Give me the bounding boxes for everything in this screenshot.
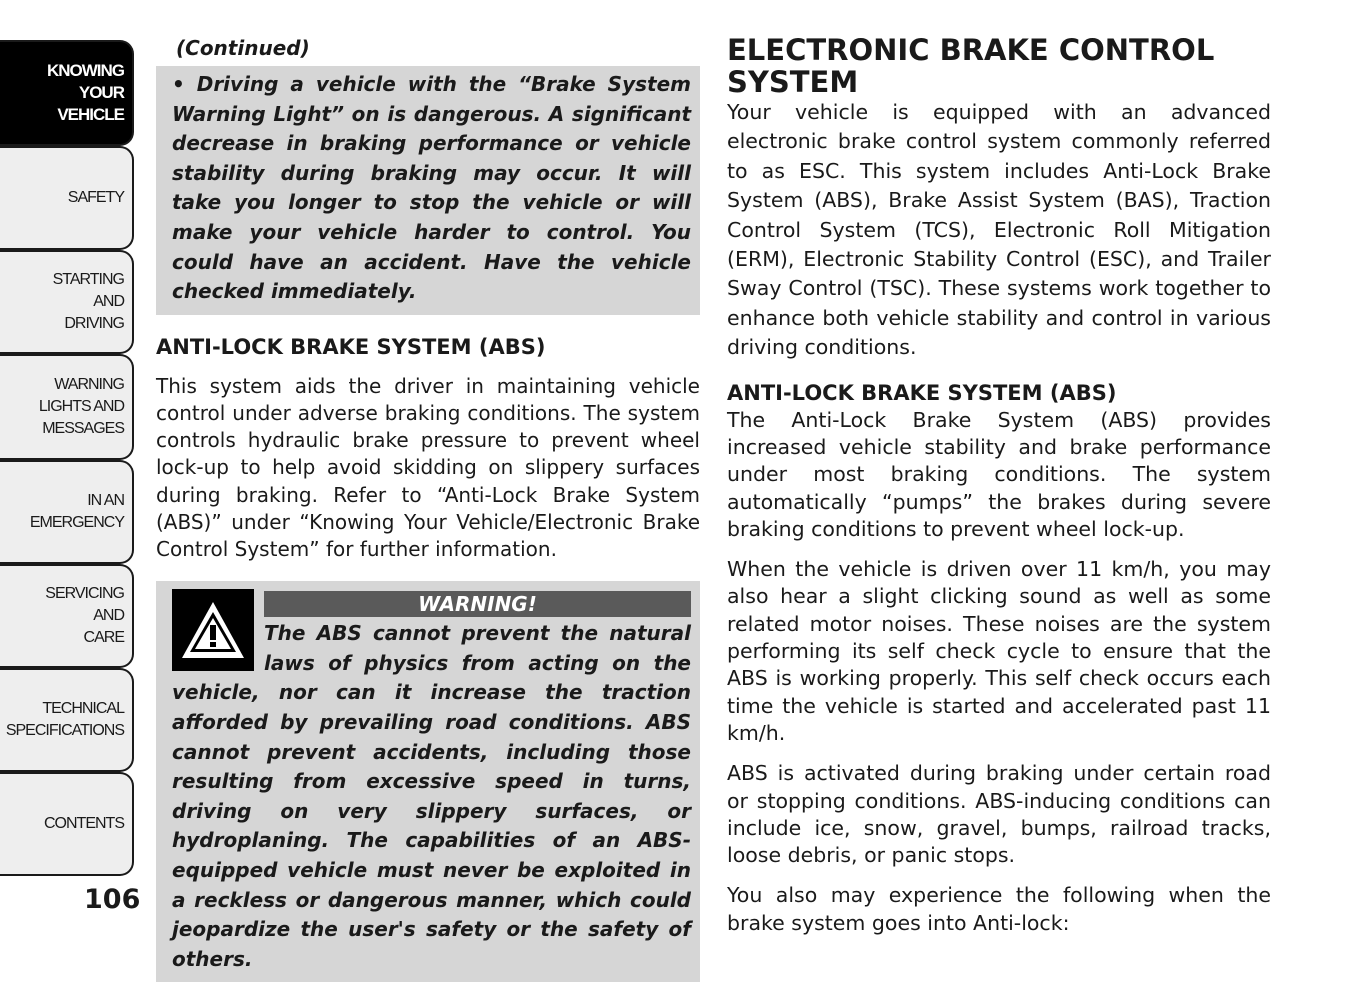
abs-warning-text: The ABS cannot prevent the natural laws of physics from acting on the vehicle, nor can it increase the traction afforded by prevailing road conditions. ABS cannot prevent accidents, including those resulting from excessive speed in turns, driving on very slippery surfaces, or hydroplaning. The capabilities of an ABS-equipped vehicle must never be exploited in a reckless or dangerous manner, which could jeopardize the user's safety or the safety of others.	[172, 621, 691, 971]
continued-label: (Continued)	[176, 36, 310, 60]
abs-warning-box	[156, 581, 700, 982]
page-number: 106	[84, 884, 141, 915]
right-section-heading-abs: ANTI-LOCK BRAKE SYSTEM (ABS)	[727, 380, 1117, 405]
abs-paragraph-3: ABS is activated during braking under certain road or stopping conditions. ABS-inducing conditions can include ice, snow, gravel, bumps, railroad tracks, loose debris, or panic stops.	[727, 761, 1271, 868]
tab-servicing[interactable]: SERVICING AND CARE	[0, 564, 134, 668]
tab-technical-specifications[interactable]: TECHNICAL SPECIFICATIONS	[0, 668, 134, 772]
warning-triangle-icon	[172, 589, 254, 671]
right-column	[727, 34, 1271, 937]
ebc-intro: Your vehicle is equipped with an advanced electronic brake control system commonly referred to as ESC. This system includes Anti-Lock Brake System (ABS), Brake Assist System (BAS), Traction Control System (TCS), Electronic Roll Mitigation (ERM), Electronic Stability Control (ESC), and Trailer Sway Control (TSC). These systems work together to enhance both vehicle stability and control in various driving conditions.	[727, 100, 1271, 360]
abs-paragraph-2: When the vehicle is driven over 11 km/h, you may also hear a slight clicking sound as well as some related motor noises. These noises are the system performing its self check cycle to ensure that the ABS is working properly. This self check occurs each time the vehicle is started and accelerated past 11 km/h.	[727, 557, 1271, 745]
brake-warning-box	[156, 66, 700, 315]
left-column	[156, 36, 700, 982]
warning-label: WARNING!	[264, 591, 691, 617]
tab-safety[interactable]: SAFETY	[0, 146, 134, 250]
tab-contents[interactable]: CONTENTS	[0, 772, 134, 876]
brake-warning-text: • Driving a vehicle with the “Brake System Warning Light” on is dangerous. A significant decrease in braking performance or vehicle stability during braking may occur. It will take you longer to stop the vehicle or will make your vehicle harder to control. You could have an accident. Have the vehicle checked immediately.	[172, 72, 691, 304]
tab-warning-lights[interactable]: WARNING LIGHTS AND MESSAGES	[0, 354, 134, 460]
abs-paragraph: This system aids the driver in maintaining vehicle control under adverse braking conditions. The system controls hydraulic brake pressure to prevent wheel lock-up to help avoid skidding on slippery surfaces during braking. Refer to “Anti-Lock Brake System (ABS)” under “Knowing Your Vehicle/Electronic Brake Control System” for further information.	[156, 373, 700, 561]
page-title: ELECTRONIC BRAKE CONTROL SYSTEM	[727, 33, 1215, 99]
tab-emergency[interactable]: IN AN EMERGENCY	[0, 460, 134, 564]
abs-paragraph-1: The Anti-Lock Brake System (ABS) provides increased vehicle stability and brake performance under most braking conditions. The system automatically “pumps” the brakes during severe braking conditions to prevent wheel lock-up.	[727, 407, 1271, 541]
section-heading-abs: ANTI-LOCK BRAKE SYSTEM (ABS)	[156, 334, 546, 359]
tab-knowing-your-vehicle[interactable]: KNOWING YOUR VEHICLE	[0, 40, 134, 146]
tab-starting-and-driving[interactable]: STARTING AND DRIVING	[0, 250, 134, 354]
abs-paragraph-4: You also may experience the following when the brake system goes into Anti-lock:	[727, 883, 1271, 935]
